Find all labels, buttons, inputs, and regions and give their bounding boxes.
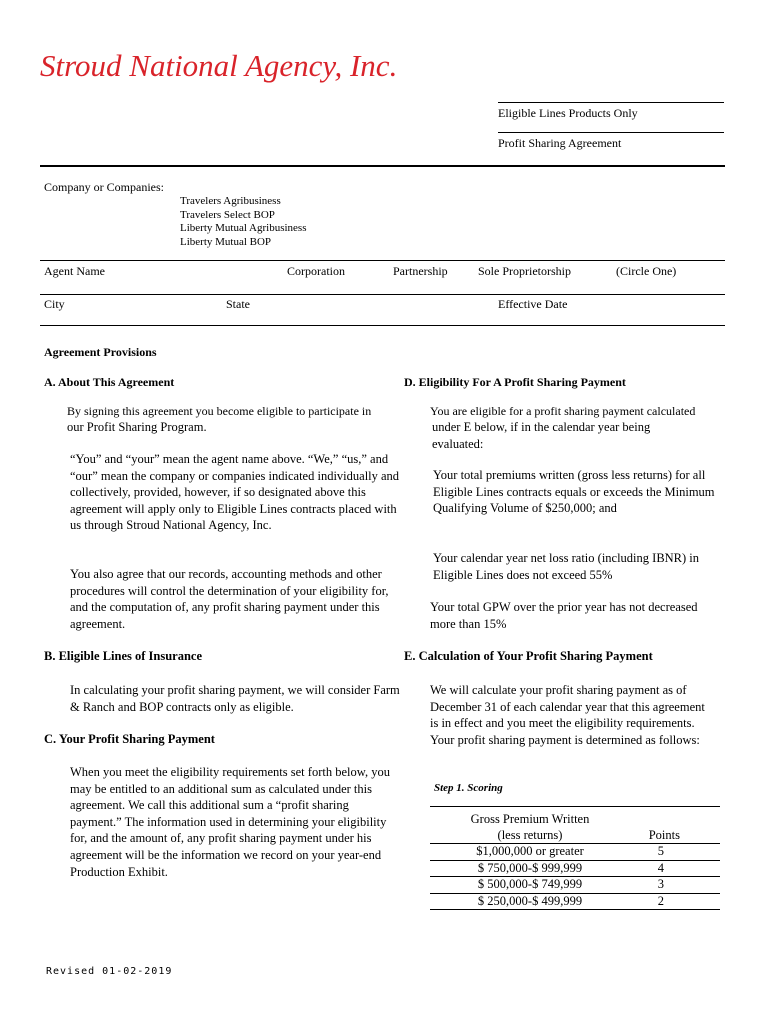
revised-date: Revised 01-02-2019 [46,966,173,977]
state-label: State [226,297,250,311]
section-a-p3: You also agree that our records, accounting methods and other procedures will control the determination of your eligibility for, and the computation of, any profit sharing payment under this agreement. [70,567,389,631]
companies-label: Company or Companies: [44,180,164,194]
section-b-p1: In calculating your profit sharing payment, we will consider Farm & Ranch and BOP contracts only as eligible. [70,683,400,714]
provisions-title: Agreement Provisions [44,345,157,359]
agent-name-label: Agent Name [44,264,105,278]
company-item: Liberty Mutual BOP [180,235,272,248]
gpw-header-line2: (less returns) [430,828,630,844]
eligible-lines-underline [498,102,724,103]
gpw-range: $ 250,000-$ 499,999 [430,893,630,910]
company-item: Travelers Agribusiness [180,195,281,207]
points-header: Points [630,828,720,844]
agreement-label: Profit Sharing Agreement [498,136,622,150]
section-a-heading: A. About This Agreement [44,375,175,389]
section-a-p1-line2: our Profit Sharing Program. [67,420,207,434]
header-divider [40,165,725,167]
table-row [430,844,720,861]
companies-divider [40,260,725,261]
gpw-range: $ 750,000-$ 999,999 [430,860,630,877]
step1-scoring-label: Step 1. Scoring [434,782,503,794]
scoring-top-rule [430,806,720,807]
partnership-option: Partnership [393,264,448,278]
agency-name: Stroud National Agency, Inc. [40,48,398,83]
section-c-heading: C. Your Profit Sharing Payment [44,732,215,746]
city-label: City [44,297,65,311]
city-divider [40,325,725,326]
section-d-p1-rest: under E below, if in the calendar year being evaluated: [432,420,651,451]
companies-list [180,195,307,249]
section-a-p2: “You” and “your” mean the agent name above. “We,” “us,” and “our” mean the company or companies indicated individually and collectively, provided, however, if so designated above this agreement will apply only to Eligible Lines contracts placed with us through Stroud National Agency, Inc. [70,452,400,533]
company-item: Travelers Select BOP [180,208,275,221]
table-row [430,860,720,877]
gpw-range: $1,000,000 or greater [430,844,630,861]
gpw-range: $ 500,000-$ 749,999 [430,877,630,894]
effective-date-label: Effective Date [498,297,568,311]
section-e-heading: E. Calculation of Your Profit Sharing Payment [404,649,653,663]
scoring-table [430,812,720,910]
sole-proprietorship-option: Sole Proprietorship [478,264,571,278]
section-d-p4: Your total GPW over the prior year has not decreased more than 15% [430,600,698,631]
section-e-p1: We will calculate your profit sharing payment as of December 31 of each calendar year that this agreement is in effect and you meet the eligibility requirements. Your profit sharing payment is determined as follows: [430,683,705,747]
section-c-p1: When you meet the eligibility requirements set forth below, you may be entitled to an additional sum as calculated under this agreement. We call this additional sum a “profit sharing payment.” The information used in determining your eligibility for, and the amount of, any profit sharing payment under his agreement will be the information we record on your year-end Production Exhibit. [70,765,390,879]
table-row [430,893,720,910]
section-d-p2: Your total premiums written (gross less returns) for all Eligible Lines contracts equals or exceeds the Minimum Qualifying Volume of $250,000; and [433,468,715,516]
points-value: 2 [630,893,720,910]
table-row [430,877,720,894]
points-value: 4 [630,860,720,877]
circle-one-note: (Circle One) [616,264,677,278]
section-a-p1-line1: By signing this agreement you become eligible to participate in [67,404,372,418]
section-d-heading: D. Eligibility For A Profit Sharing Payment [404,375,626,389]
corporation-option: Corporation [287,264,345,278]
section-b-heading: B. Eligible Lines of Insurance [44,649,203,663]
points-value: 3 [630,877,720,894]
agreement-underline [498,132,724,133]
eligible-lines-label: Eligible Lines Products Only [498,106,638,120]
section-d-p3: Your calendar year net loss ratio (including IBNR) in Eligible Lines does not exceed 55% [433,551,700,582]
gpw-header-line1: Gross Premium Written [470,812,590,826]
company-item: Liberty Mutual Agribusiness [180,222,307,234]
agent-divider [40,294,725,295]
points-value: 5 [630,844,720,861]
section-d-p1-line1: You are eligible for a profit sharing payment calculated [430,404,696,418]
